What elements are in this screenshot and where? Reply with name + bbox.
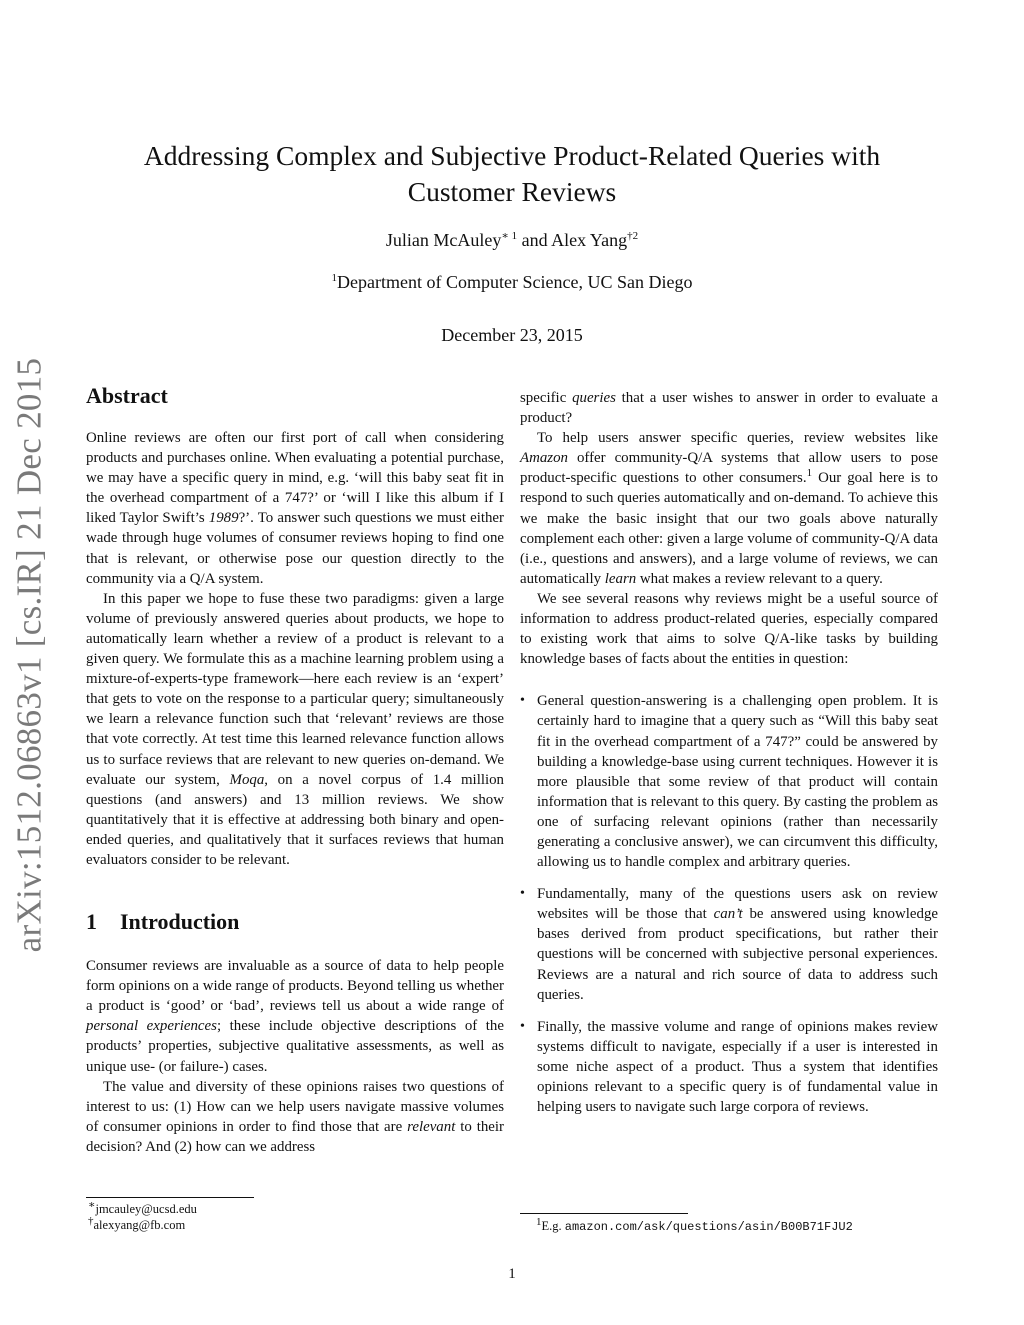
paper-title	[100, 138, 924, 210]
affiliation	[100, 272, 924, 293]
right-paragraph-1	[520, 388, 938, 428]
footnote-rule-right	[520, 1213, 688, 1214]
arxiv-stamp	[0, 357, 58, 953]
italic-text: can’t	[713, 906, 743, 923]
arxiv-stamp-text: arXiv:1512.06863v1 [cs.IR] 21 Dec 2015	[9, 357, 48, 953]
author-2-marks: †2	[627, 230, 639, 242]
bullet-icon: •	[520, 693, 525, 709]
text-run: to their decision? And (2) how can we address	[86, 1118, 504, 1155]
footnote-email-1	[88, 1198, 197, 1217]
author-name-2: Alex Yang	[551, 230, 628, 250]
italic-text: queries	[572, 390, 616, 406]
section-title: Introduction	[120, 909, 240, 935]
footnote-text: jmcauley@ucsd.edu	[95, 1202, 197, 1216]
footnote-text: alexyang@fb.com	[93, 1218, 186, 1232]
paper-date: December 23, 2015	[441, 325, 583, 345]
footnote-mark: 1	[806, 467, 813, 480]
footnote-mark: ∗	[88, 1198, 96, 1211]
title-line-1: Addressing Complex and Subjective Product-Related Queries with	[143, 140, 881, 171]
section-number: 1	[86, 909, 97, 935]
title-line-2: Customer Reviews	[407, 176, 617, 207]
text-run: Finally, the massive volume and range of opinions makes review systems difficult to navigate, especially if a user is interested in some niche aspect of a product. Thus a system that identifies opinions relevant to a specific query is of fundamental value in helping users to navigate such large corpora of reviews.	[537, 1018, 938, 1116]
italic-text: 1989	[208, 510, 239, 527]
text-run: To help users answer specific queries, review websites like	[537, 430, 938, 447]
footnote-right	[536, 1215, 853, 1235]
abstract-paragraph-1	[86, 428, 504, 589]
intro-paragraph-1	[86, 956, 504, 1077]
footnote-mark: †	[88, 1214, 94, 1227]
right-paragraph-3: We see several reasons why reviews might be a useful source of information to address product-related queries, especially compared to existing work that aims to solve Q/A-like tasks by building knowledge bases of facts about the entities in question:	[520, 590, 938, 668]
abstract-heading: Abstract	[86, 383, 168, 408]
author-1-marks: ∗ 1	[501, 230, 518, 242]
text-run: be answered using knowledge bases derived from product specifications, but rather their questions will be concerned with subjective personal experiences. Reviews are a natural and rich source of data to address such queries.	[537, 906, 939, 1003]
author-conjunction: and	[517, 230, 552, 250]
affiliation-text: Department of Computer Science, UC San Diego	[337, 272, 693, 292]
text-run: ; these include objective descriptions of the products’ properties, subjective qualitative assessments, as well as unique use- (or failure-) cases.	[86, 1018, 504, 1075]
bullet-icon: •	[520, 886, 525, 902]
text-run: ?’. To answer such questions we must either wade through huge volumes of consumer reviews hoping to find one that is relevant, or otherwise pose our question directly to the community via a Q/A system.	[86, 510, 504, 587]
text-run: , on a novel corpus of 1.4 million questions (and answers) and 13 million reviews. We show quantitatively that it is effective at addressing both binary and open-ended queries, and qualitatively that it surfaces reviews that human evaluators consider to be relevant.	[86, 771, 504, 868]
footnotes-left	[88, 1198, 197, 1233]
intro-paragraph-2	[86, 1077, 504, 1157]
text-run: what makes a review relevant to a query.	[636, 570, 883, 587]
abstract-paragraph-2	[86, 589, 504, 870]
italic-text: personal experiences	[86, 1018, 217, 1035]
text-run: Our goal here is to respond to such queries automatically and on-demand. To achieve this we make the basic insight that our two goals above naturally complement each other: given a large volume of community-Q/A data (i.e., questions and answers), and a large volume of reviews, we can automatically	[520, 470, 938, 587]
left-column	[86, 382, 504, 1157]
text-run: The value and diversity of these opinions raises two questions of interest to us: (1) How can we help users navigate massive volumes of consumer opinions in order to find those that are	[86, 1078, 504, 1135]
italic-text: Amazon	[520, 450, 568, 467]
text-run: General question-answering is a challenging open problem. It is certainly hard to imagine that a query such as “Will this baby seat fit in the overhead compartment of a 747?” could be answered by building a knowledge-base using current techniques. However it is more plausible that some review of that product will contain information that is relevant to this query. By casting the problem as one of surfacing relevant opinions (rather than necessarily generating a conclusive answer), we can circumvent this difficulty, allowing us to handle complex and arbitrary queries.	[537, 693, 938, 871]
text-run: Online reviews are often our first port of call when considering products and purchases online. When evaluating a potential purchase, we may have a specific query in mind, e.g. ‘will this baby seat fit in the overhead compartment of a 747?’ or ‘will I like this album if I liked Taylor Swift’s	[86, 430, 504, 527]
text-run: that a user wishes to answer in order to evaluate a product?	[520, 390, 938, 427]
footnote-rule-left	[86, 1197, 254, 1198]
page-number: 1	[508, 1266, 516, 1282]
italic-text: Moqa	[229, 771, 265, 788]
text-run: offer community-Q/A systems that allow users to pose product-specific questions to other consumers.	[520, 450, 938, 487]
right-paragraph-2	[520, 428, 938, 589]
text-run: Consumer reviews are invaluable as a source of data to help people form opinions on a wide range of products. Beyond telling us whether a product is ‘good’ or ‘bad’, reviews tell us about a wide range of	[86, 958, 504, 1015]
affiliation-mark: 1	[331, 272, 338, 284]
bullet-icon: •	[520, 1018, 525, 1034]
author-list	[100, 230, 924, 251]
right-column	[520, 388, 938, 1129]
text-run: In this paper we hope to fuse these two paradigms: given a large volume of previously answered queries about products, we hope to automatically learn whether a review of a product is relevant to a given query. We formulate this as a machine learning problem using a mixture-of-experts-type framework—here each review is an ‘expert’ that gets to vote on the response to a particular query; simultaneously we learn a relevance function such that ‘relevant’ reviews are those that vote correctly. At test time this learned relevance function allows us to surface reviews that are relevant to new queries on-demand. We evaluate our system,	[86, 590, 504, 788]
bullet-list	[520, 691, 938, 1117]
author-name-1: Julian McAuley	[385, 230, 502, 250]
italic-text: relevant	[407, 1118, 456, 1135]
list-item	[520, 884, 938, 1005]
italic-text: learn	[604, 570, 637, 587]
footnote-url: amazon.com/ask/questions/asin/B00B71FJU2	[564, 1220, 853, 1234]
footnote-prefix: E.g.	[541, 1219, 565, 1233]
footnote-mark: 1	[536, 1215, 542, 1228]
list-item	[520, 1017, 938, 1117]
text-run: Fundamentally, many of the questions users ask on review websites will be those that	[537, 886, 938, 923]
introduction-heading	[86, 908, 504, 936]
list-item	[520, 691, 938, 872]
footnote-email-2	[88, 1214, 197, 1233]
text-run: specific	[520, 390, 573, 406]
